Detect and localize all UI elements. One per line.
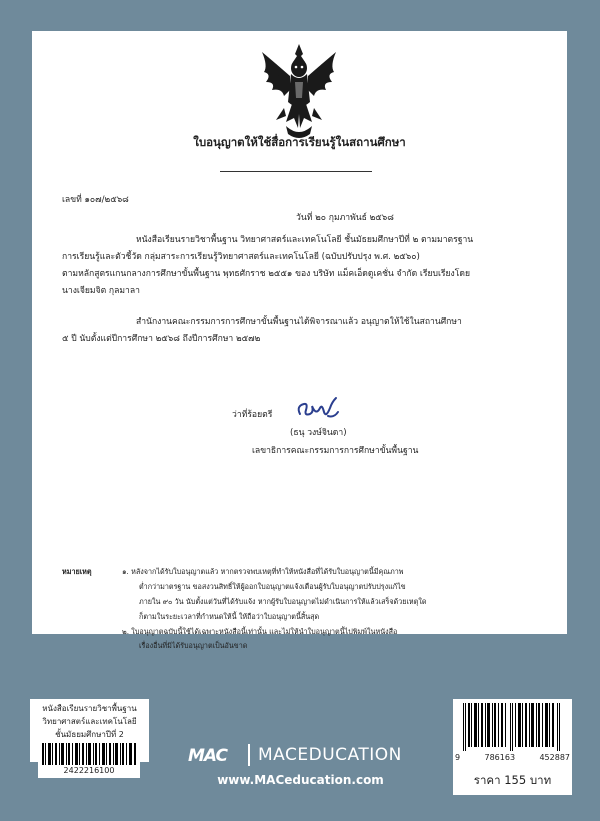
note-1-line-4: ก็ตามในระยะเวลาที่กำหนดให้นี้ ให้ถือว่าใบอนุญาตนี้สิ้นสุด xyxy=(139,612,320,621)
barcode-number: 2422216100 xyxy=(63,766,115,775)
title-underline xyxy=(220,171,372,172)
book-label-line-2: วิทยาศาสตร์และเทคโนโลยี xyxy=(42,717,137,726)
logo-text: MACEDUCATION xyxy=(258,745,402,765)
publisher-logo xyxy=(188,743,413,767)
signature-icon xyxy=(294,394,342,426)
document-date: วันที่ ๒๐ กุมภาพันธ์ ๒๕๖๘ xyxy=(296,213,394,223)
signer-name: (ธนุ วงษ์จินดา) xyxy=(290,428,347,438)
note-2-line-1: ๒. ใบอนุญาตฉบับนี้ใช้ได้เฉพาะหนังสือนี้เท่านั้น และไม่ให้นำใบอนุญาตนี้ไปพิมพ์ในหนังสือ xyxy=(122,627,398,636)
license-document xyxy=(32,31,567,650)
isbn-block xyxy=(453,699,572,795)
signer-rank: ว่าที่ร้อยตรี xyxy=(232,410,273,420)
paragraph-1-line-4: นางเจียมจิต กุลมาลา xyxy=(62,286,140,296)
paragraph-2-line-1: สำนักงานคณะกรรมการการศึกษาขั้นพื้นฐานได้พิจารณาแล้ว อนุญาตให้ใช้ในสถานศึกษา xyxy=(136,317,462,327)
paragraph-1-line-3: ตามหลักสูตรแกนกลางการศึกษาขั้นพื้นฐาน พุทธศักราช ๒๕๕๑ ของ บริษัท แม็คเอ็ดดูเคชั่น จำกัด เรียบเรียงโดย xyxy=(62,269,470,279)
garuda-emblem-icon xyxy=(254,42,344,142)
book-label-line-3: ชั้นมัธยมศึกษาปีที่ 2 xyxy=(55,730,124,739)
paragraph-1-line-2: การเรียนรู้และตัวชี้วัด กลุ่มสาระการเรียนรู้วิทยาศาสตร์และเทคโนโลยี (ฉบับปรับปรุง พ.ศ. ๒๕๖๐) xyxy=(62,252,420,262)
isbn-group-2: 452887 xyxy=(539,753,570,762)
isbn-prefix: 9 xyxy=(455,753,461,762)
note-1-line-1: ๑. หลังจากได้รับใบอนุญาตแล้ว หากตรวจพบเหตุที่ทำให้หนังสือที่ได้รับใบอนุญาตนี้มีคุณภาพ xyxy=(122,567,404,576)
paragraph-1-line-1: หนังสือเรียนรายวิชาพื้นฐาน วิทยาศาสตร์และเทคโนโลยี ชั้นมัธยมศึกษาปีที่ ๒ ตามมาตรฐาน xyxy=(136,235,474,245)
isbn-barcode-icon xyxy=(463,703,563,751)
paragraph-2-line-2: ๕ ปี นับตั้งแต่ปีการศึกษา ๒๕๖๘ ถึงปีการศึกษา ๒๕๗๒ xyxy=(62,334,261,344)
isbn-group-1: 786163 xyxy=(484,753,516,762)
document-number: เลขที่ ๑๐๗/๒๕๖๘ xyxy=(62,195,129,205)
logo-mark: MAC xyxy=(188,746,228,766)
price-label: ราคา 155 บาท xyxy=(473,773,552,787)
logo-divider xyxy=(248,744,250,766)
note-1-line-2: ต่ำกว่ามาตรฐาน ขอสงวนสิทธิ์ให้ผู้ออกใบอนุญาตแจ้งเตือนผู้รับใบอนุญาตปรับปรุงแก้ไข xyxy=(139,582,406,591)
note-label: หมายเหตุ xyxy=(62,567,92,576)
barcode-icon xyxy=(42,743,136,765)
book-label-line-1: หนังสือเรียนรายวิชาพื้นฐาน xyxy=(42,704,137,713)
document-title: ใบอนุญาตให้ใช้สื่อการเรียนรู้ในสถานศึกษา xyxy=(193,135,406,149)
publisher-url: www.MACeducation.com xyxy=(217,773,384,787)
isbn-number xyxy=(455,753,570,762)
book-barcode xyxy=(38,740,140,778)
note-2-line-2: เรื่องอื่นที่มิได้รับอนุญาตเป็นอันขาด xyxy=(139,641,248,650)
signer-title: เลขาธิการคณะกรรมการการศึกษาขั้นพื้นฐาน xyxy=(252,446,419,456)
note-1-line-3: ภายใน ๙๐ วัน นับตั้งแต่วันที่ได้รับแจ้ง หากผู้รับใบอนุญาตไม่ดำเนินการให้แล้วเสร็จด้วยเหตุใด xyxy=(139,597,427,606)
